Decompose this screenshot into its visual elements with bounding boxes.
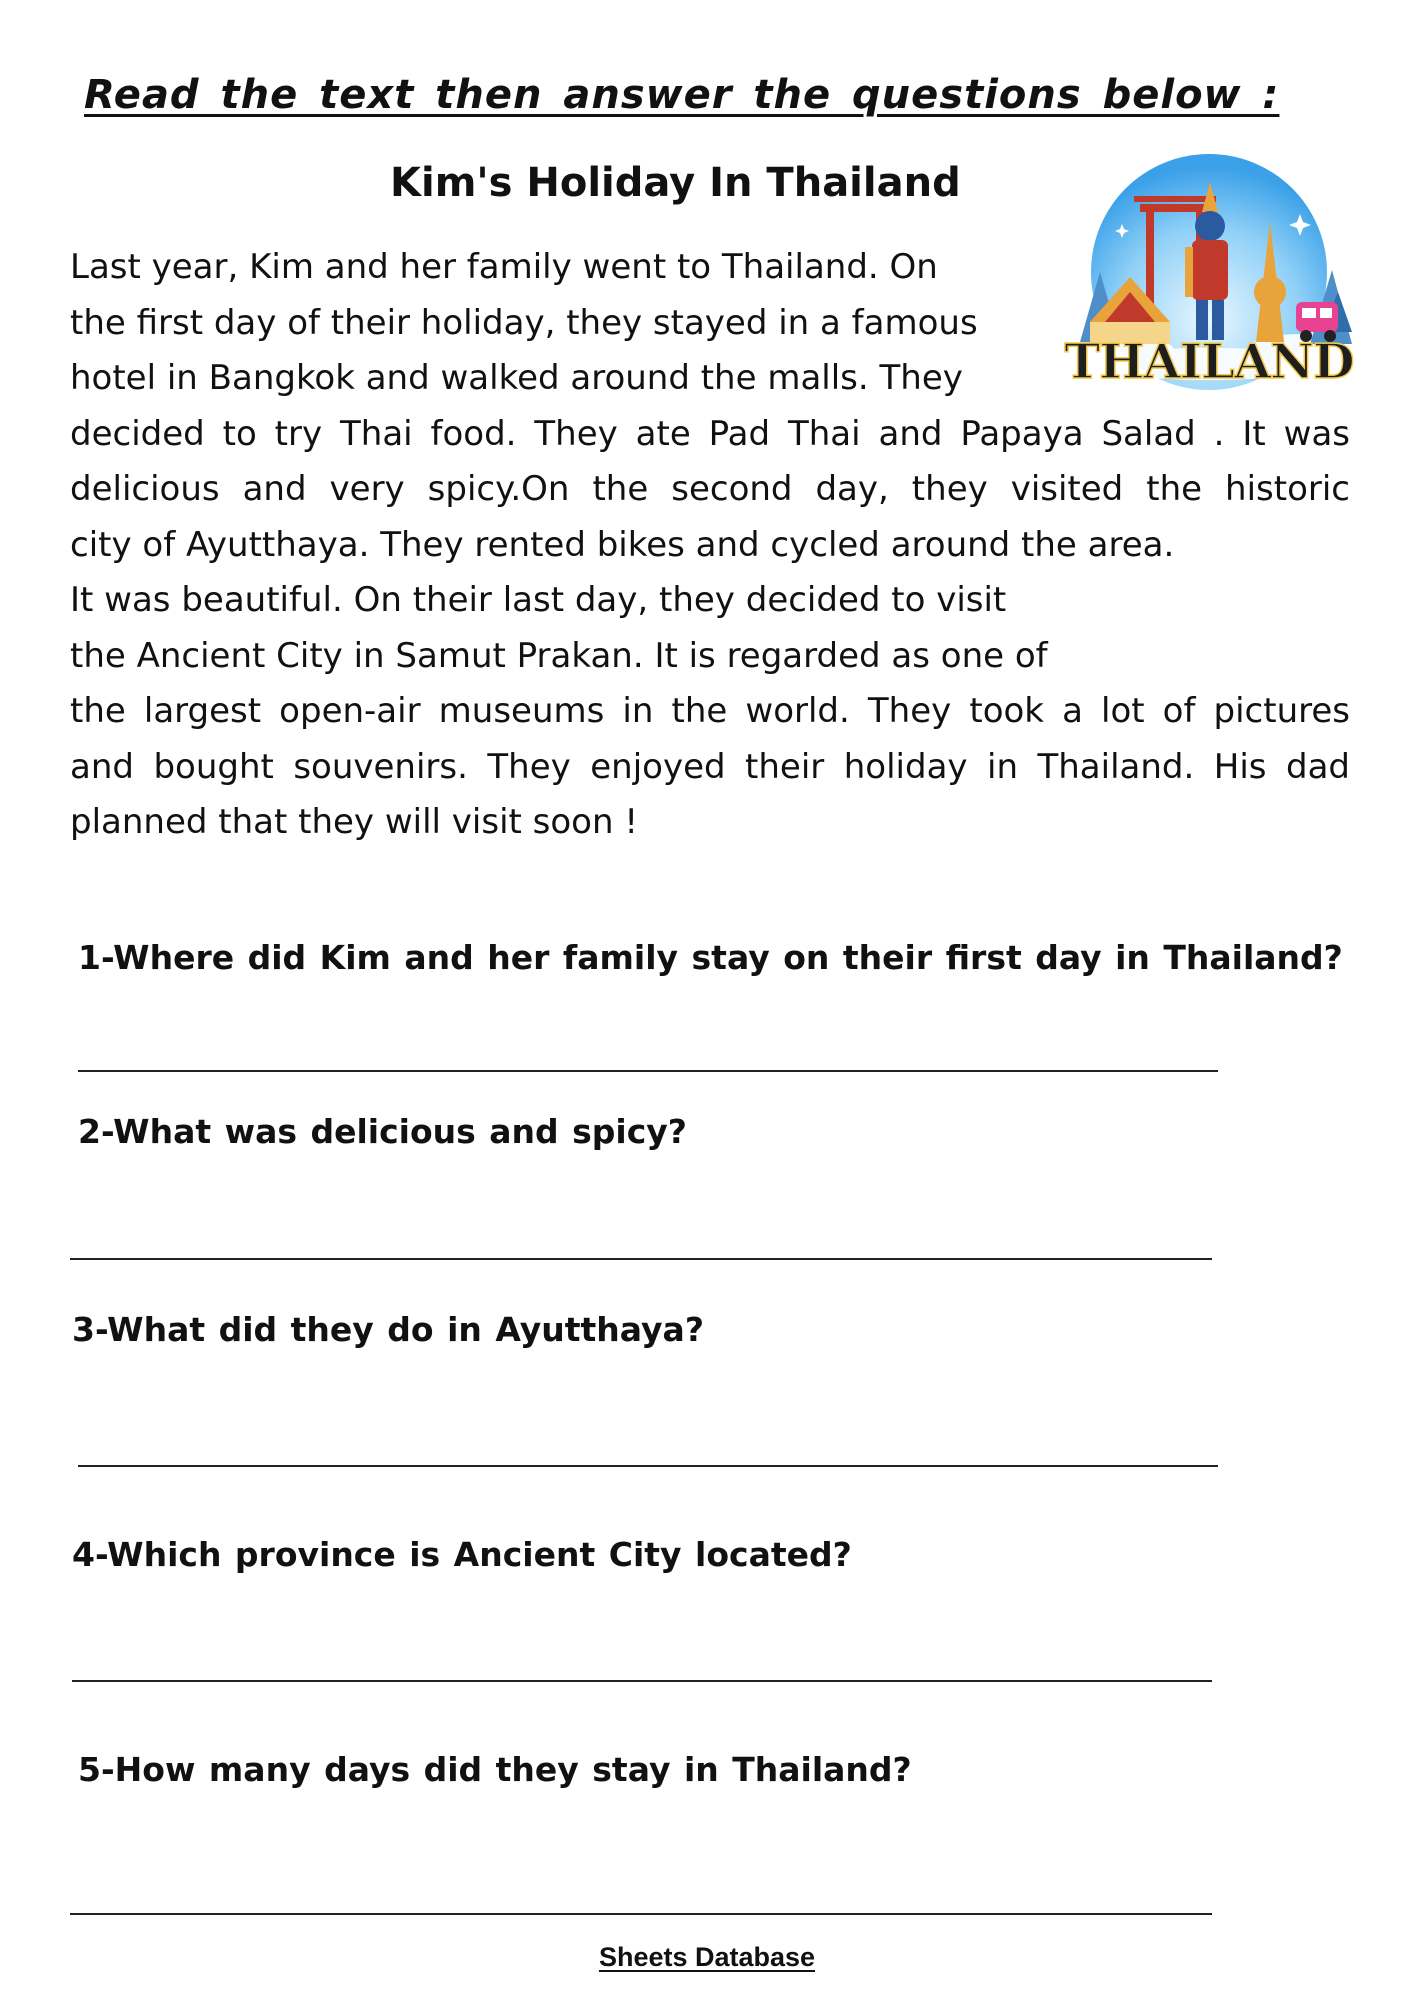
story-line: the Ancient City in Samut Prakan. It is regarded as one of: [70, 635, 1048, 676]
answer-line-4[interactable]: [72, 1680, 1212, 1682]
story-line: and bought souvenirs. They enjoyed their holiday in Thailand. His dad: [70, 746, 1350, 787]
story-line: city of Ayutthaya. They rented bikes and cycled around the area.: [70, 524, 1175, 565]
story-line: Last year, Kim and her family went to Thailand. On: [70, 247, 938, 287]
question-1: 1-Where did Kim and her family stay on their first day in Thailand?: [78, 938, 1343, 977]
answer-line-2[interactable]: [70, 1258, 1212, 1260]
footer-brand: Sheets Database: [598, 1942, 816, 1972]
logo-text: THAILAND: [1064, 334, 1354, 390]
story-text: [70, 240, 1350, 851]
story-line: decided to try Thai food. They ate Pad Thai and Papaya Salad . It was: [70, 413, 1350, 454]
question-3: 3-What did they do in Ayutthaya?: [72, 1310, 704, 1349]
story-line: delicious and very spicy.On the second day, they visited the historic: [70, 469, 1350, 509]
answer-line-1[interactable]: [78, 1070, 1218, 1072]
question-5: 5-How many days did they stay in Thailand?: [78, 1750, 912, 1789]
story-line: the largest open-air museums in the world. They took a lot of pictures: [70, 691, 1350, 731]
question-2: 2-What was delicious and spicy?: [78, 1112, 687, 1151]
story-line: planned that they will visit soon !: [70, 802, 638, 842]
answer-line-3[interactable]: [78, 1465, 1218, 1467]
story-line: hotel in Bangkok and walked around the malls. They: [70, 358, 963, 398]
story-line: the first day of their holiday, they stayed in a famous: [70, 302, 978, 343]
story-title: Kim's Holiday In Thailand: [390, 160, 961, 206]
worksheet-instruction: Read the text then answer the questions below :: [84, 72, 1280, 118]
answer-line-5[interactable]: [70, 1913, 1212, 1915]
story-line: It was beautiful. On their last day, they decided to visit: [70, 580, 1007, 620]
question-4: 4-Which province is Ancient City located?: [72, 1535, 852, 1574]
